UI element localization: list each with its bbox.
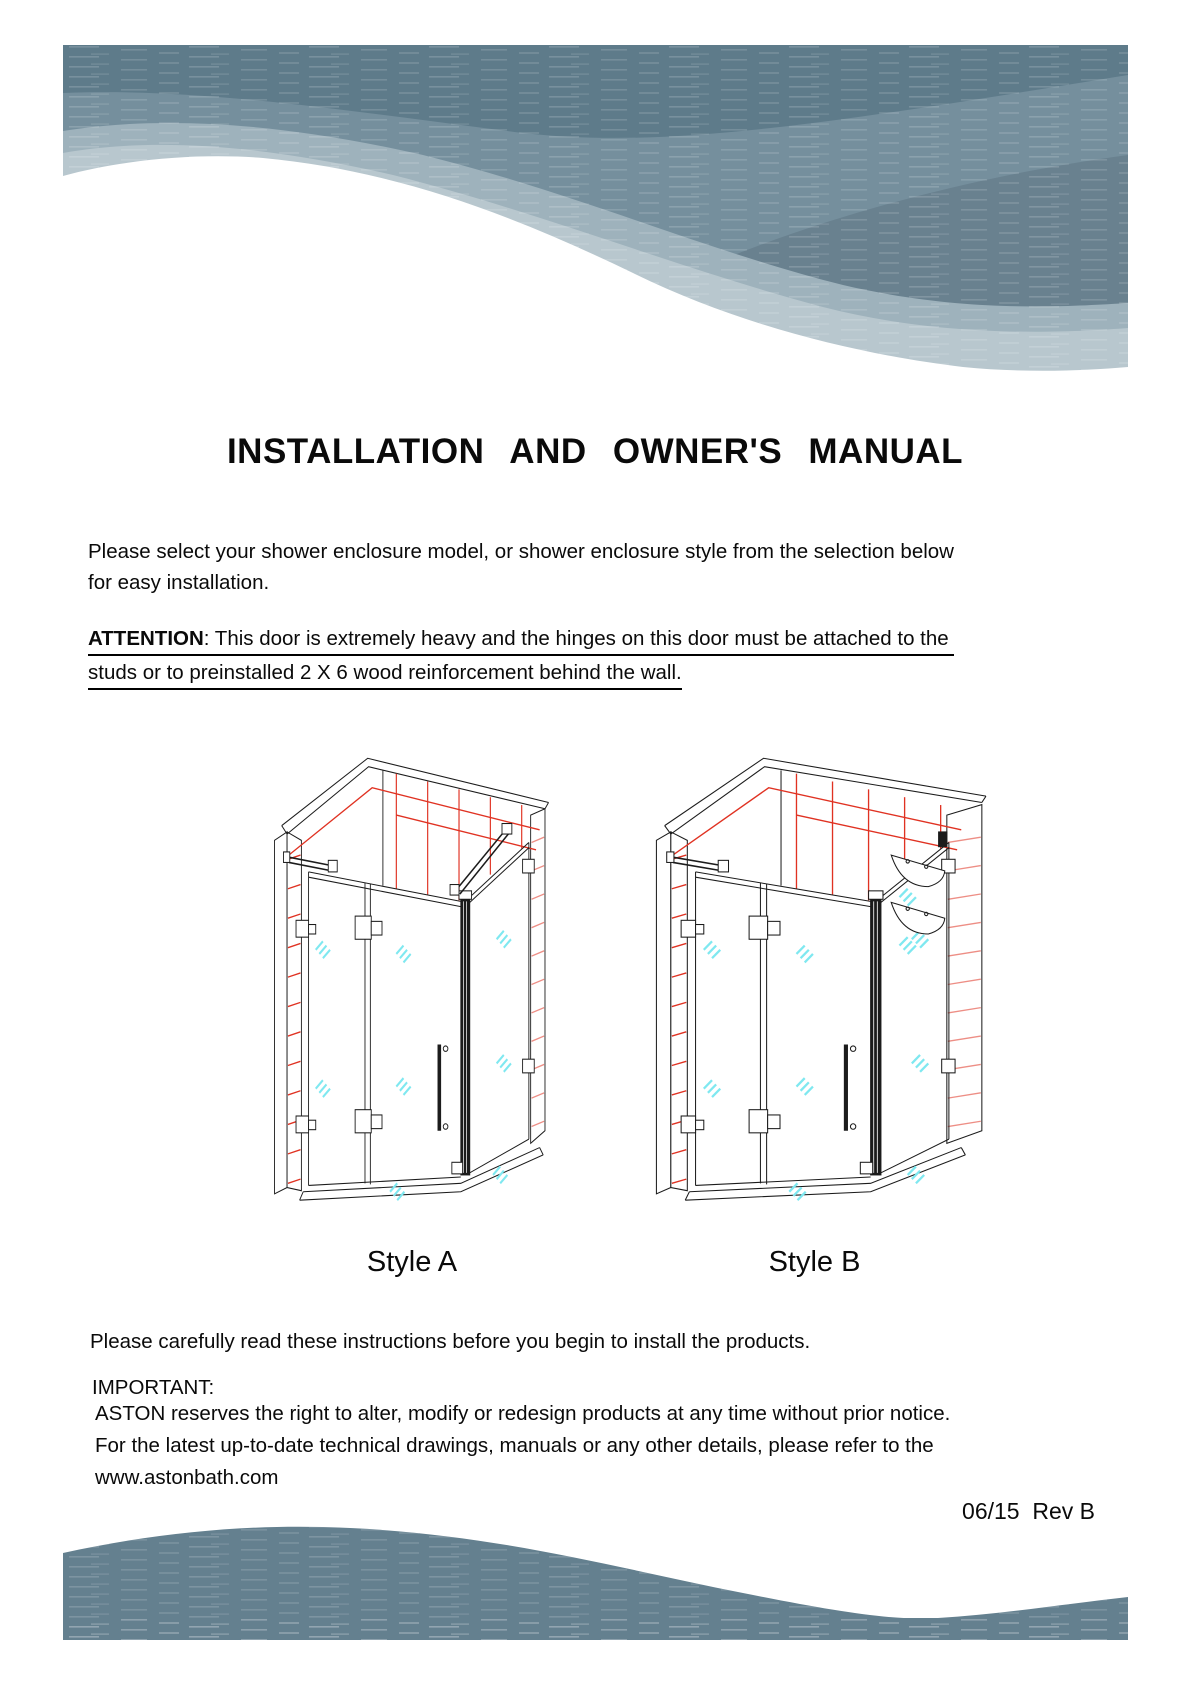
attention-line-1 bbox=[88, 622, 1088, 656]
attention-text-1: : This door is extremely heavy and the hinges on this door must be attached to the bbox=[203, 627, 949, 650]
important-paragraph bbox=[95, 1398, 1095, 1494]
important-line-1: ASTON reserves the right to alter, modify or redesign products at any time without prior notice. bbox=[95, 1402, 951, 1425]
important-line-2: For the latest up-to-date technical drawings, manuals or any other details, please refer to the bbox=[95, 1434, 934, 1457]
header-wave-graphic bbox=[63, 45, 1128, 375]
style-b-diagram bbox=[642, 712, 987, 1217]
style-a-diagram bbox=[262, 712, 562, 1217]
read-instructions-note: Please carefully read these instructions before you begin to install the products. bbox=[90, 1330, 811, 1353]
attention-label: ATTENTION bbox=[88, 627, 204, 650]
important-label: IMPORTANT: bbox=[92, 1376, 215, 1399]
attention-line-2: studs or to preinstalled 2 X 6 wood reinforcement behind the wall. bbox=[88, 656, 1088, 690]
revision-stamp: 06/15 Rev B bbox=[962, 1498, 1095, 1524]
intro-line-1: Please select your shower enclosure model, or shower enclosure style from the selection below bbox=[88, 540, 954, 563]
intro-paragraph bbox=[88, 536, 1078, 598]
style-a-label: Style A bbox=[366, 1246, 458, 1278]
footer-wave-graphic bbox=[63, 1505, 1128, 1640]
corner-shelf-icon bbox=[891, 902, 945, 934]
style-b-label: Style B bbox=[768, 1246, 861, 1278]
website-url: www.astonbath.com bbox=[95, 1466, 279, 1489]
page-title: INSTALLATION AND OWNER'S MANUAL bbox=[226, 432, 964, 471]
attention-paragraph bbox=[88, 622, 1088, 690]
intro-line-2: for easy installation. bbox=[88, 571, 270, 594]
